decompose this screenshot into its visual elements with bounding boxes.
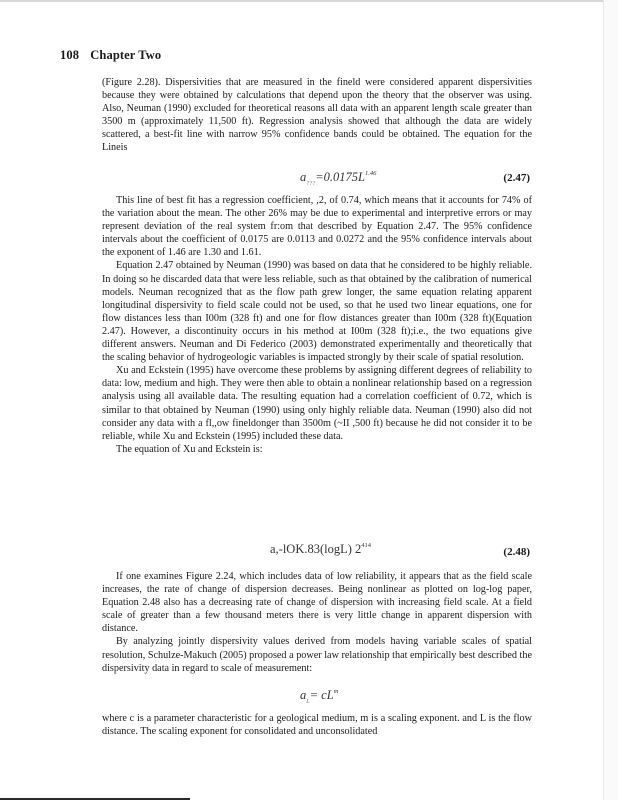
scan-edge-top (0, 0, 618, 2)
paragraph-block-2 (102, 194, 532, 456)
equation-expression (300, 688, 338, 705)
paragraph: (Figure 2.28). Dispersivities that are measured in the fineld were considered apparent dispersivities because they were obtained by calculations that depend upon the theory that the observer was using. Also, Neuman (1990) excluded for theoretical reasons all data with an apparent length scale greater than 3500 m (approximately 11,500 ft). Regression analysis showed that although the data are widely scattered, a best-fit line with narrow 95% confidence bands could be obtained. The equation for the Lineis (102, 77, 532, 154)
paragraph: Xu and Eckstein (1995) have overcome these problems by assigning different degrees of reliability to data: low, medium and high. They were then able to obtain a nonlinear relationship based on a regression analysis using all available data. The resulting equation had a correlation coefficient of 0.72, which is similar to that obtained by Neuman (1990) using only highly reliable data. Neuman (1990) also did not consider any data with a fl,,ow fineldonger than 3500m (~II ,500 ft) because he did not consider it to be reliable, while Xu and Eckstein (1995) included these data. (102, 365, 532, 442)
running-header (60, 48, 161, 63)
paragraph: This line of best fit has a regression coefficient, ,2, of 0.74, which means that it accounts for 74% of the variation about the mean. The other 26% may be due to experimental and interpretive errors or may represent deviation of the real system fr:om that described by Equation 2.47. The 95% confidence intervals about the coefficient of 0.0175 are 0.0113 and 0.0272 and the 95% confidence intervals about the exponent of 1.46 are 1.30 and 1.61. (102, 195, 532, 259)
scan-edge-right (603, 0, 618, 800)
equation-number: (2.48) (503, 546, 530, 558)
equation-subscript: L (306, 699, 310, 705)
chapter-title: Chapter Two (90, 48, 162, 62)
equation-2-47 (102, 170, 532, 190)
equation-body: a,-lOK.83(logL) 2 (270, 542, 362, 556)
equation-exponent: 414 (361, 542, 372, 549)
equation-exponent: m (333, 688, 339, 695)
paragraph: Equation 2.47 obtained by Neuman (1990) was based on data that he considered to be highly reliable. In doing so he discarded data that were less reliable, such as that obtained by the calibration of numerical models. Neuman recognized that as the flow path grew longer, the same equation relating apparent longitudinal dispersivity to field scale could not be used, so that he used two linear equations, one for flow distances less than I00m (328 ft) and one for flow distances greater than I00m (328 ft)(Equation 2.47). However, a discontinuity occurs in his method at I00m (328 ft);i.e., the two equations give different answers. Neuman and Di Federico (2003) demonstrated experimentally and theoretically that the scaling behavior of hydrogeologic variables is impacted strongly by their scale of spatial resolution. (102, 260, 532, 364)
equation-number: (2.47) (503, 172, 530, 184)
equation-2-48 (102, 542, 532, 562)
paragraph-block-3 (102, 570, 532, 675)
equation-lhs: a (300, 170, 307, 184)
paragraph: where c is a parameter characteristic for a geological medium, m is a scaling exponent. and L is the flow distance. The scaling exponent for consolidated and unconsolidated (102, 713, 532, 738)
paragraph: By analyzing jointly dispersivity values derived from models having variable scales of spatial resolution, Schulze-Makuch (2005) proposed a power law relationship that empirically best described the dispersivity data in regard to scale of measurement: (102, 636, 532, 674)
equation-expression (300, 170, 376, 187)
equation-expression (270, 542, 371, 557)
equation-lhs: a (300, 688, 307, 702)
paragraph: If one examines Figure 2.24, which includes data of low reliability, it appears that as the field scale increases, the rate of change of dispersion decreases. Being nonlinear as plotted on log-log paper, Equation 2.48 also has a decreasing rate of change of dispersion with increasing field scale. At a field scale of greater than a few thousand meters there is very little change in apparent dispersion with distance. (102, 571, 532, 635)
equation-2-49 (102, 688, 532, 708)
equation-rhs: =0.0175L (315, 170, 366, 184)
paragraph-block-4 (102, 712, 532, 738)
equation-subscript: ??? (306, 181, 316, 187)
paragraph-block-1 (102, 76, 532, 155)
page-number: 108 (60, 48, 80, 62)
equation-rhs: = cL (309, 688, 334, 702)
equation-exponent: 1.46 (365, 170, 377, 177)
paragraph: The equation of Xu and Eckstein is: (116, 443, 263, 455)
